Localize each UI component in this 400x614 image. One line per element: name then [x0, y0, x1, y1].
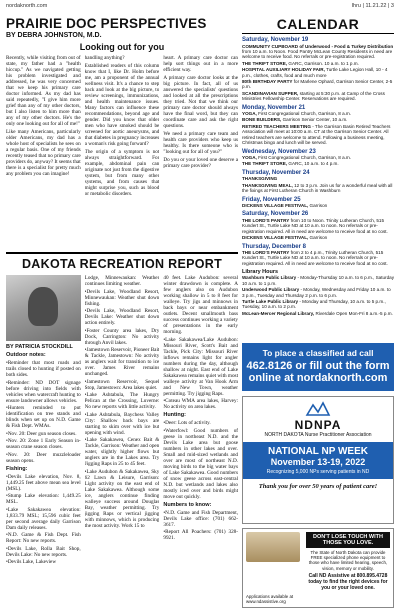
- paragraph: We need a primary care team and health care providers who keep us healthy. Is there someone who is "looking out for all of you?": [163, 131, 238, 155]
- event-name: Turtle Lake Public Library: [242, 298, 299, 304]
- library-hours-item: [242, 311, 394, 316]
- calendar-event: [242, 67, 394, 78]
- event-name: THE LORD'S PANTRY: [242, 217, 290, 223]
- event-name: BONE BUILDERS,: [242, 117, 282, 123]
- event-name: YOGA,: [242, 111, 257, 117]
- assistive-call: Call ND Assistive at 800.895.4728 today to find the right devices for you or your loved one.: [308, 572, 388, 591]
- calendar-day-heading: Monday, November 21: [242, 104, 306, 111]
- library-hours-item: [242, 275, 394, 286]
- paragraph: Recently, while visiting from out of state, my father had a "health hiccup." As we navigated getting his problem investigated and addressed, he was very concerned that we keep his primary care doctor informed. As my dad has said repeatedly, "I give him more grief than any of my other doctors, but I also listen to him more than any of my other doctors. He's the only one looking out for all of me!": [6, 55, 81, 127]
- assistive-headline: DON'T LOSE TOUCH WITH THOSE YOU LOVE.: [306, 532, 390, 548]
- event-name: HOSPITAL AUXILIARY HOLIDAY FAIR,: [242, 67, 325, 73]
- report-subheading: Numbers to know:: [163, 501, 212, 508]
- event-details: Garrison: [308, 203, 328, 209]
- event-details: from 2 to 4 p.m., Trinity Lutheran Church, 515 Kundert St., Turtle Lake ND at 10 a.m. to noon. No referrals or pre-registration required. All in need are welcome to receive food at no cost.: [242, 250, 388, 266]
- calendar-event: [242, 117, 394, 122]
- report-subheading: Hunting:: [163, 412, 186, 418]
- event-details: Garrison: [308, 235, 328, 241]
- event-name: THANKSGIVING MEAL,: [242, 182, 293, 188]
- event-details: First Congregational Church, Garrison, 8 a.m.: [256, 155, 352, 160]
- report-paragraph: •Devils Lake, Woodland Resort, Minnewaukan: Weather shut down fishing.: [84, 288, 160, 307]
- calendar-event: [242, 176, 394, 181]
- event-name: THE LORD'S PANTRY: [242, 250, 290, 256]
- np-week-theme: Recognizing 5,000 NPs serving patients in ND: [266, 469, 370, 475]
- site-name: nordaknorth.com: [6, 3, 48, 9]
- calendar-event: [242, 61, 394, 66]
- calendar-event: [242, 235, 394, 240]
- prairie-doc-column: [6, 16, 238, 248]
- event-name: YOGA,: [242, 155, 257, 160]
- calendar-event: [242, 91, 394, 102]
- library-hours-list: [242, 275, 394, 316]
- calendar-event: [242, 183, 394, 194]
- event-details: from 10 a.m. to Noon. Food Pantry McLean County Residents in need are welcome to receive food. No referrals or pre-registration required.: [242, 48, 393, 60]
- event-name: DICKENS VILLAGE FESTIVAL,: [242, 203, 309, 209]
- report-paragraph: •Stump Lake elevation: 1,449.25 MSL.: [6, 493, 81, 505]
- column-subtitle: Looking out for you: [79, 42, 165, 52]
- calendar-day-heading: Wednesday, November 23: [242, 148, 316, 155]
- calendar-day-heading: Saturday, November 19: [242, 37, 309, 43]
- calendar-day-heading: Thursday, November 24: [242, 169, 310, 176]
- paragraph: Established readers of this column know that I, like Dr. Holm before me, am a proponent of the annual wellness visit. It's a chance to step back and look at the big picture, to review screenings, immunizations, and health maintenance issues. Many factors can influence these recommendations, beyond age and gender. Did you know that older men who have smoked should be screened for aortic aneurysms, and that diabetes in pregnancy increases a woman's risk going forward?: [84, 63, 160, 147]
- report-paragraph: •Lake Ashtabula, The Hungry Pelican at the Crossing, Luverne: No new reports with little activity.: [84, 392, 160, 410]
- event-name: 80th BIRTHDAY PARTY: [242, 78, 293, 84]
- calendar-event: [242, 44, 394, 60]
- paragraph: handling anything?: [84, 55, 125, 61]
- report-paragraph: •Reminder: ND DOT signage before driving into fields with vehicles when watercraft hunting to ensure landowner allows vehicles.: [6, 379, 81, 404]
- paragraph: The origin of a symptom is not always straightforward. For example, abdominal pain can originate not just from the digestive system, but from many other systems, and from causes that might surprise you, such as blood or metabolic disorders.: [84, 149, 160, 197]
- library-hours-item: [242, 299, 394, 310]
- calendar-event: [242, 161, 394, 166]
- event-details: Garrison Senior Center, 10 a.m.: [281, 117, 348, 123]
- report-paragraph: 40 feet. Lake Audubon: several winter drawdown is complete. A few anglers also on Audubon working shallow in 5 to 8 feet for walleye. Try jigs and minnows in back bays or near embankment outlets. Decent smallmouth bass success continues working a variety of presentations in the early morning.: [163, 275, 238, 335]
- report-paragraph: •Nov. 20: Deer muzzleloader season opens.: [6, 451, 81, 464]
- report-column-2-body: [85, 275, 160, 529]
- event-name: THE THRIFT STORE,: [242, 60, 288, 66]
- recreation-report: [6, 252, 238, 608]
- report-paragraph: •Nov. 20: Deer gun season closes.: [6, 430, 77, 437]
- classified-ad-line-1: To place a classified ad call: [262, 348, 374, 358]
- classified-ad[interactable]: [242, 343, 394, 391]
- calendar-event: [242, 218, 394, 234]
- report-paragraph: •Report All Poachers: (701) 328-9921.: [163, 529, 238, 541]
- assistive-ad-left: [243, 529, 303, 607]
- event-details: Turtle Lake Legion Hall, 10 - 4 p.m., clothes, crafts, food and much more: [242, 67, 388, 78]
- event-details: Riverdale Open Mon-Fri 8 a.m.-5 p.m.: [314, 310, 393, 316]
- calendar-event: [242, 79, 394, 90]
- report-paragraph: •Lake Sakakawea, Cenex Bait & Tackle, Garrison: Weather and open water, slightly higher flows but anglers are in the Lakes area. Try Jigging Raps in 25 to 45 feet.: [84, 437, 160, 467]
- report-paragraph: Lodge, Minnewaukan: Weather continues limiting weather.: [84, 275, 160, 287]
- paragraph: Like many Americans, particularly older Americans, my dad has a whole host of specialists he sees on a regular basis. One of my friends recently teased that no primary care providers do, anyway? It seems that there is a specialist for pretty much any problem you can imagine!: [6, 129, 81, 177]
- report-byline: BY PATRICIA STOCKDILL: [6, 344, 73, 350]
- event-name: THANKSGIVING: [242, 176, 278, 182]
- event-details: for Marlene Ophard, Garrison Senior Center, 2-5 p.m.: [242, 78, 393, 90]
- event-details: 12 to 3 p.m. Join us for a wonderful meal with all the fixings at First Lutheran Church in Washburn: [242, 182, 393, 194]
- article-column-1: [6, 55, 81, 248]
- event-details: from 10 to Noon. Trinity Lutheran Church, 515 Kundert St., Turtle Lake ND at 10 a.m. to noon. No referrals or pre-registration required. All in need are welcome to receive food at no cost.: [242, 217, 388, 234]
- report-column-1-body: [6, 352, 81, 565]
- report-paragraph: •Lake Audubon & Sakakawea, Sky 62 Lawn & Leisure, Garrison: Light activity on the east end of Lake Sakakawea. Although some ice, anglers continue finding walleye success around Douglas Bay, weather permitting. Try jigging Raps or vertical jigging with minnows, which is producing the most activity. Work 15 to: [84, 468, 160, 529]
- calendar-event: [242, 111, 394, 116]
- event-name: THE THRIFT STORE,: [242, 161, 288, 167]
- paragraph: Do you or your loved one deserve a primary care provider?: [163, 157, 238, 169]
- author-photo: [6, 275, 81, 341]
- report-column-3: [163, 275, 238, 605]
- np-week-title: NATIONAL NP WEEK: [267, 446, 368, 457]
- report-paragraph: •Foster County area lakes, Dry Dock, Carrington: No activity through Anvil lakes.: [84, 327, 160, 346]
- phone-user-photo: [246, 532, 300, 562]
- assistive-ad-right: [303, 529, 393, 607]
- report-title: DAKOTA RECREATION REPORT: [6, 252, 238, 271]
- report-column-3-body: [163, 275, 238, 541]
- classified-ad-line-2: 462.8126 or fill out the form online at nordaknorth.com: [246, 360, 390, 384]
- calendar-event: [242, 124, 394, 146]
- library-hours-title: Library Hours: [242, 269, 279, 276]
- event-details: - Monday, Wednesday and Friday 10 a.m. to 3 p.m., Tuesday and Thursday 2 p.m. to 6 p.m.: [242, 287, 391, 298]
- report-paragraph: •Devils Lake elevation, Nov. 8, 1,449.25 feet above mean sea level (MSL).: [6, 473, 81, 492]
- library-hours-item: [242, 287, 394, 298]
- report-paragraph: •Devils Lake, Woodland Resort, Devils Lake: Weather shut down action entirely.: [84, 308, 160, 326]
- calendar-event: [242, 250, 394, 266]
- report-subheading: Fishing:: [6, 465, 28, 472]
- article-column-2: [85, 55, 160, 248]
- report-paragraph: •Jamestown Reservoir, Sequel Stop, Jamestown: Area lakes quiet.: [84, 378, 160, 391]
- event-details: - Monday-Thursday 10 a.m. to 6 p.m., Saturday 10 a.m. to 1 p.m.: [242, 275, 394, 286]
- calendar-day-heading: Saturday, November 26: [242, 211, 309, 218]
- event-details: - Monday and Thursday, 10 a.m. to 5 p.m., Tuesday, 10 a.m. to 2 p.m.: [242, 298, 386, 310]
- event-name: McLean-Mercer Regional Library,: [242, 310, 315, 316]
- calendar-event: [242, 155, 394, 160]
- ndnpa-ad: [242, 396, 394, 524]
- report-paragraph: •Waterfowl: Good numbers of geese in northeast N.D. and the Devils Lake area but goose numbers in other lakes and over. Small and mid-sized wetlands and over are most of northeast N.D. moving birds to the big water bays of Lake Sakakawea. Good numbers of snow geese across east-central N.D. but wetlands and lakes also mostly iced over and birds might move out quickly.: [163, 427, 238, 500]
- event-name: COMMUNITY CUPBOARD of Underwood - Food & Turkey Distribution: [242, 43, 394, 49]
- issue-info: Ihru | 11.21.22 | 3: [351, 3, 394, 9]
- column-title: PRAIRIE DOC PERSPECTIVES: [6, 16, 207, 31]
- event-name: DICKENS VILLAGE FESTIVAL,: [242, 235, 309, 241]
- report-paragraph: •Devils Lake, Lakeview: [6, 559, 57, 565]
- ndnpa-full-name: NORTH DAKOTA Nurse Practitioner Association: [264, 432, 372, 438]
- report-paragraph: •N.D. Game and Fish Department, Devils Lake office: (701) 662-3617.: [163, 509, 238, 528]
- report-paragraph: •Reminder that most roads and trails closed to hunting if posted on both sides.: [6, 360, 81, 378]
- event-name: Washburn Public Library: [242, 275, 297, 281]
- report-paragraph: •Devils Lake, Rolla Bait Shop, Devils Lake: No new reports.: [6, 545, 81, 558]
- report-column-1: [6, 275, 81, 605]
- ndnpa-logo-icon: [305, 401, 331, 417]
- calendar-days: [242, 37, 394, 266]
- report-paragraph: •Hunters reminded to put identification on tree stands and blinds when set up on N.D. Game & Fish Dept. WMAs.: [6, 405, 81, 429]
- report-paragraph: •Jamestown Reservoir, Pioneer Bait & Tackle, Jamestown: No activity as anglers wait for transition to ice over. James River remains unchanged.: [84, 347, 160, 377]
- column-byline: BY DEBRA JOHNSTON, M.D.: [6, 32, 102, 39]
- calendar-section: [242, 16, 394, 339]
- event-name: SCANDINAVIAN SUPPER,: [242, 90, 299, 96]
- ndnpa-thanks: Thank you for over 50 years of patient care!: [258, 483, 378, 490]
- article-column-3: [163, 55, 238, 248]
- event-details: GARC, Garrison. 10 a.m. to 1 p.m.: [287, 60, 359, 66]
- report-paragraph: •Lake Sakakawea/Lake Audubon: Missouri River, Scott's Bait and Tackle, Pick City: Missouri River inflows remains light for angler numbers during the day, although shallow at night. East end of Lake Sakakawea remains quiet with most walleye activity at Van Hook Arm and New Town, weather permitting. Try jigging Raps.: [163, 336, 238, 397]
- report-column-2: [85, 275, 160, 605]
- report-paragraph: •Lake Ashtabula, Baychess Valley City: Shallow back bays are starting to skim over with ice but opening with wind.: [84, 411, 160, 436]
- np-week-banner: [243, 442, 393, 479]
- paragraph: A primary care doctor looks at the big picture. In fact, all of us answered the specialists' questions and looked at all the prescriptions they tried. Not that we think our primary care doctor should always have the final word, but they can coordinate care and ask the right questions.: [163, 75, 238, 129]
- calendar-day-heading: Friday, November 25: [242, 196, 301, 203]
- calendar-title: CALENDAR: [242, 16, 394, 34]
- assistive-applications: Applications available at www.ndassistive.org: [246, 594, 294, 604]
- report-paragraph: •Nov. 20: Zone 1 Early Season in-season crane season closes.: [6, 438, 81, 450]
- event-details: GARC, 10 a.m. to 4 p.m.: [287, 161, 339, 167]
- report-paragraph: •Coteau WMA area lakes, Harvey: No activity on area lakes.: [163, 398, 238, 410]
- ndnpa-name: NDNPA: [294, 418, 342, 432]
- report-subheading: Outdoor notes:: [6, 352, 46, 358]
- event-name: RETIRED TEACHERS MEETING: [242, 123, 311, 129]
- event-details: - The Garrison Basin Retired Teachers Association will meet at 10:00 a.m. CT at the Garrison Senior Center. All retired teachers are welcome to attend. Following a business meeting, Christmas bingo and lunch will be served.: [242, 123, 391, 146]
- event-name: Underwood Public Library: [242, 287, 300, 293]
- calendar-day-heading: Thursday, December 8: [242, 243, 306, 250]
- calendar-event: [242, 203, 394, 208]
- np-week-dates: November 13-19, 2022: [270, 457, 366, 467]
- event-details: First Congregational Church, Garrison, 8 a.m.: [256, 111, 352, 117]
- assistive-ad: [242, 528, 394, 608]
- page-header: [6, 3, 394, 13]
- event-details: starting at 5:30 p.m. at Camp of the Cross Ministries Fellowship Center. Reservations are required.: [242, 90, 385, 102]
- report-paragraph: •Lake Sakakawea elevation: 1,833.79 MSL; 15,596 cubic feet per second average daily Garrison Dam daily releases.: [6, 506, 81, 531]
- paragraph: heart. A primary care doctor can help sort things out in a more efficient way.: [163, 55, 238, 73]
- report-paragraph: •N.D. Game & Fish Dept. Fish Report: No new reports.: [6, 532, 81, 544]
- report-paragraph: •Deer: Lots of activity.: [163, 420, 211, 426]
- assistive-body: The State of North Dakota can provide FREE specialized phone equipment to those who have limited hearing, speech, vision, memory or mobility.: [308, 550, 388, 571]
